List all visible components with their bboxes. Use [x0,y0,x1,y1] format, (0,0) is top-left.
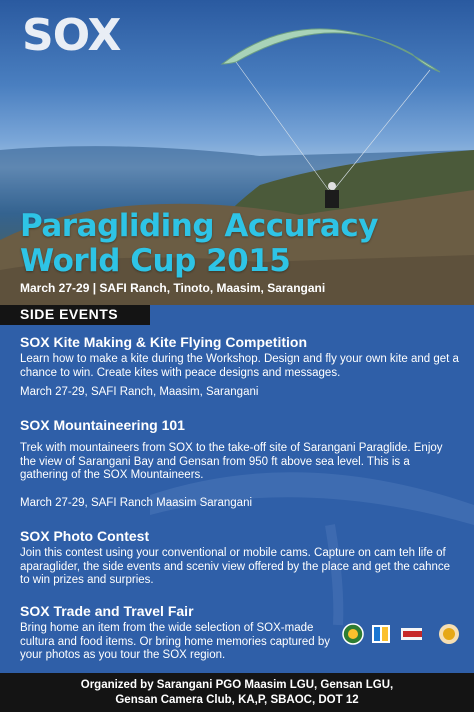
event-title: SOX Trade and Travel Fair [20,603,194,619]
organizers-footer [0,673,474,712]
organizers-line2: Gensan Camera Club, KA,P, SBAOC, DOT 12 [115,694,359,706]
sponsor-star-icon [438,623,460,645]
sox-logo: SOX [22,10,121,61]
event-description: Join this contest using your conventional or mobile cams. Capture on cam teh life of aparaglider, the side events and sceniv view offered by the place and get the cahnce to win prizes and surpries. [20,547,451,586]
side-events-panel [0,325,474,673]
event-description: Bring home an item from the wide selection of SOX-made cultura and food items. Or bring home memories captured by your photos as you tour the SOX region. [20,622,331,661]
side-events-heading-bar [0,305,150,325]
event-title-line1: Paragliding Accuracy [20,208,378,244]
sponsor-badge-icon [400,623,422,645]
event-when: March 27-29, SAFI Ranch, Maasim, Sarangani [20,386,259,398]
event-description: Trek with mountaineers from SOX to the take-off site of Sarangani Paraglide. Enjoy the view of Sarangani Bay and Gensan from 950 ft above sea level. This is a gathering of the SOX Mountaineers. [20,442,443,481]
event-title: SOX Photo Contest [20,528,150,544]
event-when: March 27-29, SAFI Ranch Maasim Sarangani [20,496,253,509]
sponsor-logos [342,623,466,653]
event-title-line2: World Cup 2015 [20,243,291,279]
sponsor-flag-icon [370,623,392,645]
sponsor-seal-icon [342,623,364,645]
hero-photo [0,0,474,305]
event-title: SOX Kite Making & Kite Flying Competition [20,334,308,350]
organizers-line1: Organized by Sarangani PGO Maasim LGU, Gensan LGU, [80,679,394,691]
event-description: Learn how to make a kite during the Workshop. Design and fly your own kite and get a chance to win. Create kites with peace designs and messages. [20,353,459,379]
event-date-location: March 27-29 | SAFI Ranch, Tinoto, Maasim, Sarangani [20,281,326,295]
event-title: SOX Mountaineering 101 [20,417,185,433]
event-mountaineering [20,417,460,510]
event-kite-making [20,334,460,400]
side-events-heading: SIDE EVENTS [20,306,119,322]
event-photo-contest [20,528,460,588]
